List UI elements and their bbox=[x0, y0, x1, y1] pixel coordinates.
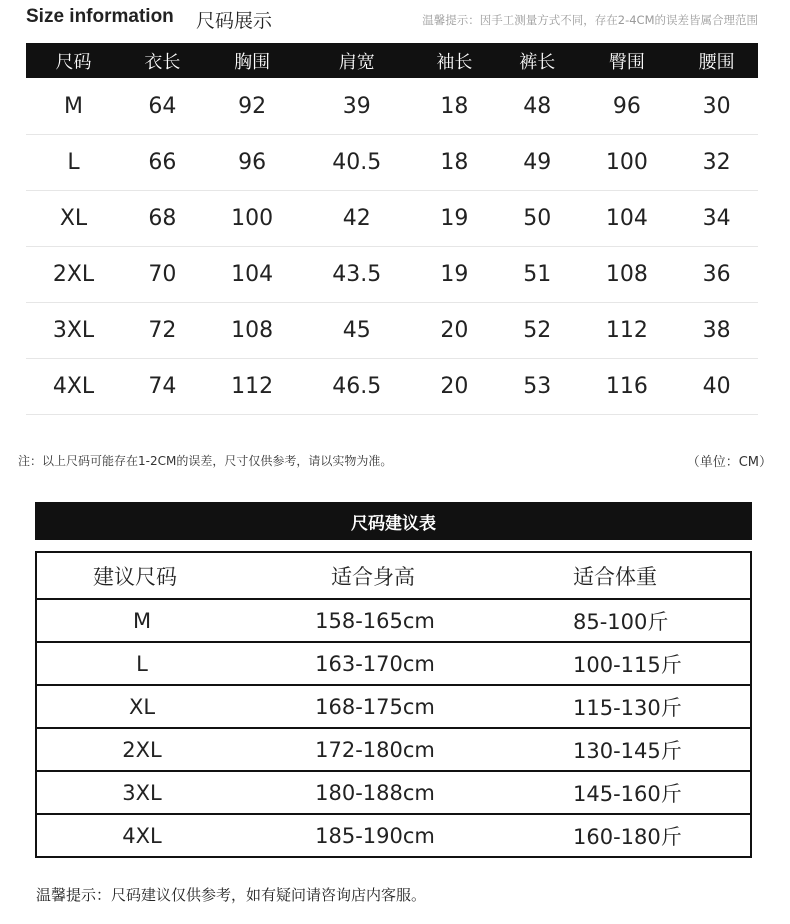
column-header-size: 尺码 bbox=[26, 43, 121, 78]
column-header-suggested-size: 建议尺码 bbox=[36, 552, 247, 599]
column-header-sleeve: 袖长 bbox=[413, 43, 496, 78]
table-cell: 36 bbox=[675, 247, 758, 303]
table-cell: 50 bbox=[496, 191, 579, 247]
table-cell: 66 bbox=[121, 135, 204, 191]
table-cell: 19 bbox=[413, 247, 496, 303]
table-cell: 92 bbox=[204, 78, 301, 135]
table-cell: 32 bbox=[675, 135, 758, 191]
table-cell: 116 bbox=[579, 359, 676, 415]
column-header-height: 适合身高 bbox=[247, 552, 503, 599]
table-cell: 20 bbox=[413, 303, 496, 359]
table-cell: 53 bbox=[496, 359, 579, 415]
table-cell: 48 bbox=[496, 78, 579, 135]
column-header-waist: 腰围 bbox=[675, 43, 758, 78]
recommendation-header-row bbox=[36, 552, 751, 599]
table-row bbox=[36, 814, 751, 857]
recommendation-title: 尺码建议表 bbox=[351, 513, 436, 534]
title-english: Size information bbox=[26, 6, 174, 27]
table-cell: 115-130斤 bbox=[503, 685, 751, 728]
table-cell: 100 bbox=[579, 135, 676, 191]
table-cell: 43.5 bbox=[300, 247, 413, 303]
table-row bbox=[36, 771, 751, 814]
table-cell: 46.5 bbox=[300, 359, 413, 415]
size-table bbox=[26, 43, 758, 415]
page-header bbox=[26, 4, 766, 34]
table-cell: 68 bbox=[121, 191, 204, 247]
table-cell: 30 bbox=[675, 78, 758, 135]
table-cell: 51 bbox=[496, 247, 579, 303]
table-cell: 18 bbox=[413, 78, 496, 135]
table-cell: 180-188cm bbox=[247, 771, 503, 814]
table-cell: 52 bbox=[496, 303, 579, 359]
table-cell: 40.5 bbox=[300, 135, 413, 191]
column-header-hip: 臀围 bbox=[579, 43, 676, 78]
table-cell: 160-180斤 bbox=[503, 814, 751, 857]
table-cell: L bbox=[26, 135, 121, 191]
table-cell: 49 bbox=[496, 135, 579, 191]
table-cell: 104 bbox=[579, 191, 676, 247]
table-row bbox=[36, 685, 751, 728]
table-cell: 112 bbox=[579, 303, 676, 359]
table-cell: 45 bbox=[300, 303, 413, 359]
column-header-length: 衣长 bbox=[121, 43, 204, 78]
table-cell: 3XL bbox=[36, 771, 247, 814]
unit-label: （单位：CM） bbox=[686, 455, 772, 470]
table-cell: 100-115斤 bbox=[503, 642, 751, 685]
table-row bbox=[26, 247, 758, 303]
table-cell: 4XL bbox=[26, 359, 121, 415]
table-cell: 163-170cm bbox=[247, 642, 503, 685]
table-cell: 20 bbox=[413, 359, 496, 415]
table-cell: 104 bbox=[204, 247, 301, 303]
recommendation-table bbox=[35, 551, 752, 858]
table-row bbox=[26, 191, 758, 247]
column-header-chest: 胸围 bbox=[204, 43, 301, 78]
table-cell: 158-165cm bbox=[247, 599, 503, 642]
size-table-header-row bbox=[26, 43, 758, 78]
table-cell: 108 bbox=[579, 247, 676, 303]
table-cell: 74 bbox=[121, 359, 204, 415]
table-cell: 130-145斤 bbox=[503, 728, 751, 771]
table-cell: 70 bbox=[121, 247, 204, 303]
table-cell: 96 bbox=[204, 135, 301, 191]
table-cell: 2XL bbox=[26, 247, 121, 303]
column-header-shoulder: 肩宽 bbox=[300, 43, 413, 78]
size-note: 注：以上尺码可能存在1-2CM的误差，尺寸仅供参考，请以实物为准。 bbox=[18, 454, 393, 468]
table-cell: XL bbox=[36, 685, 247, 728]
column-header-pants-length: 裤长 bbox=[496, 43, 579, 78]
table-cell: 108 bbox=[204, 303, 301, 359]
table-cell: 72 bbox=[121, 303, 204, 359]
table-cell: L bbox=[36, 642, 247, 685]
table-cell: M bbox=[36, 599, 247, 642]
table-cell: 96 bbox=[579, 78, 676, 135]
table-cell: 38 bbox=[675, 303, 758, 359]
table-row bbox=[26, 359, 758, 415]
table-cell: XL bbox=[26, 191, 121, 247]
table-cell: 172-180cm bbox=[247, 728, 503, 771]
table-cell: 40 bbox=[675, 359, 758, 415]
table-cell: 64 bbox=[121, 78, 204, 135]
consult-tip: 温馨提示：尺码建议仅供参考，如有疑问请咨询店内客服。 bbox=[36, 886, 427, 904]
table-cell: 3XL bbox=[26, 303, 121, 359]
measurement-tip: 温馨提示：因手工测量方式不同，存在2-4CM的误差皆属合理范围 bbox=[422, 13, 758, 27]
table-row bbox=[36, 728, 751, 771]
table-row bbox=[26, 135, 758, 191]
table-cell: 39 bbox=[300, 78, 413, 135]
table-cell: 34 bbox=[675, 191, 758, 247]
table-cell: 18 bbox=[413, 135, 496, 191]
table-cell: 42 bbox=[300, 191, 413, 247]
table-cell: 100 bbox=[204, 191, 301, 247]
table-row bbox=[36, 642, 751, 685]
table-cell: 2XL bbox=[36, 728, 247, 771]
table-row bbox=[36, 599, 751, 642]
table-row bbox=[26, 303, 758, 359]
table-cell: 112 bbox=[204, 359, 301, 415]
table-cell: 4XL bbox=[36, 814, 247, 857]
table-cell: 168-175cm bbox=[247, 685, 503, 728]
table-cell: 145-160斤 bbox=[503, 771, 751, 814]
table-cell: 85-100斤 bbox=[503, 599, 751, 642]
table-cell: 19 bbox=[413, 191, 496, 247]
table-cell: M bbox=[26, 78, 121, 135]
column-header-weight: 适合体重 bbox=[503, 552, 751, 599]
title-chinese: 尺码展示 bbox=[196, 10, 273, 32]
table-row bbox=[26, 78, 758, 135]
table-cell: 185-190cm bbox=[247, 814, 503, 857]
recommendation-title-bar bbox=[35, 502, 752, 540]
